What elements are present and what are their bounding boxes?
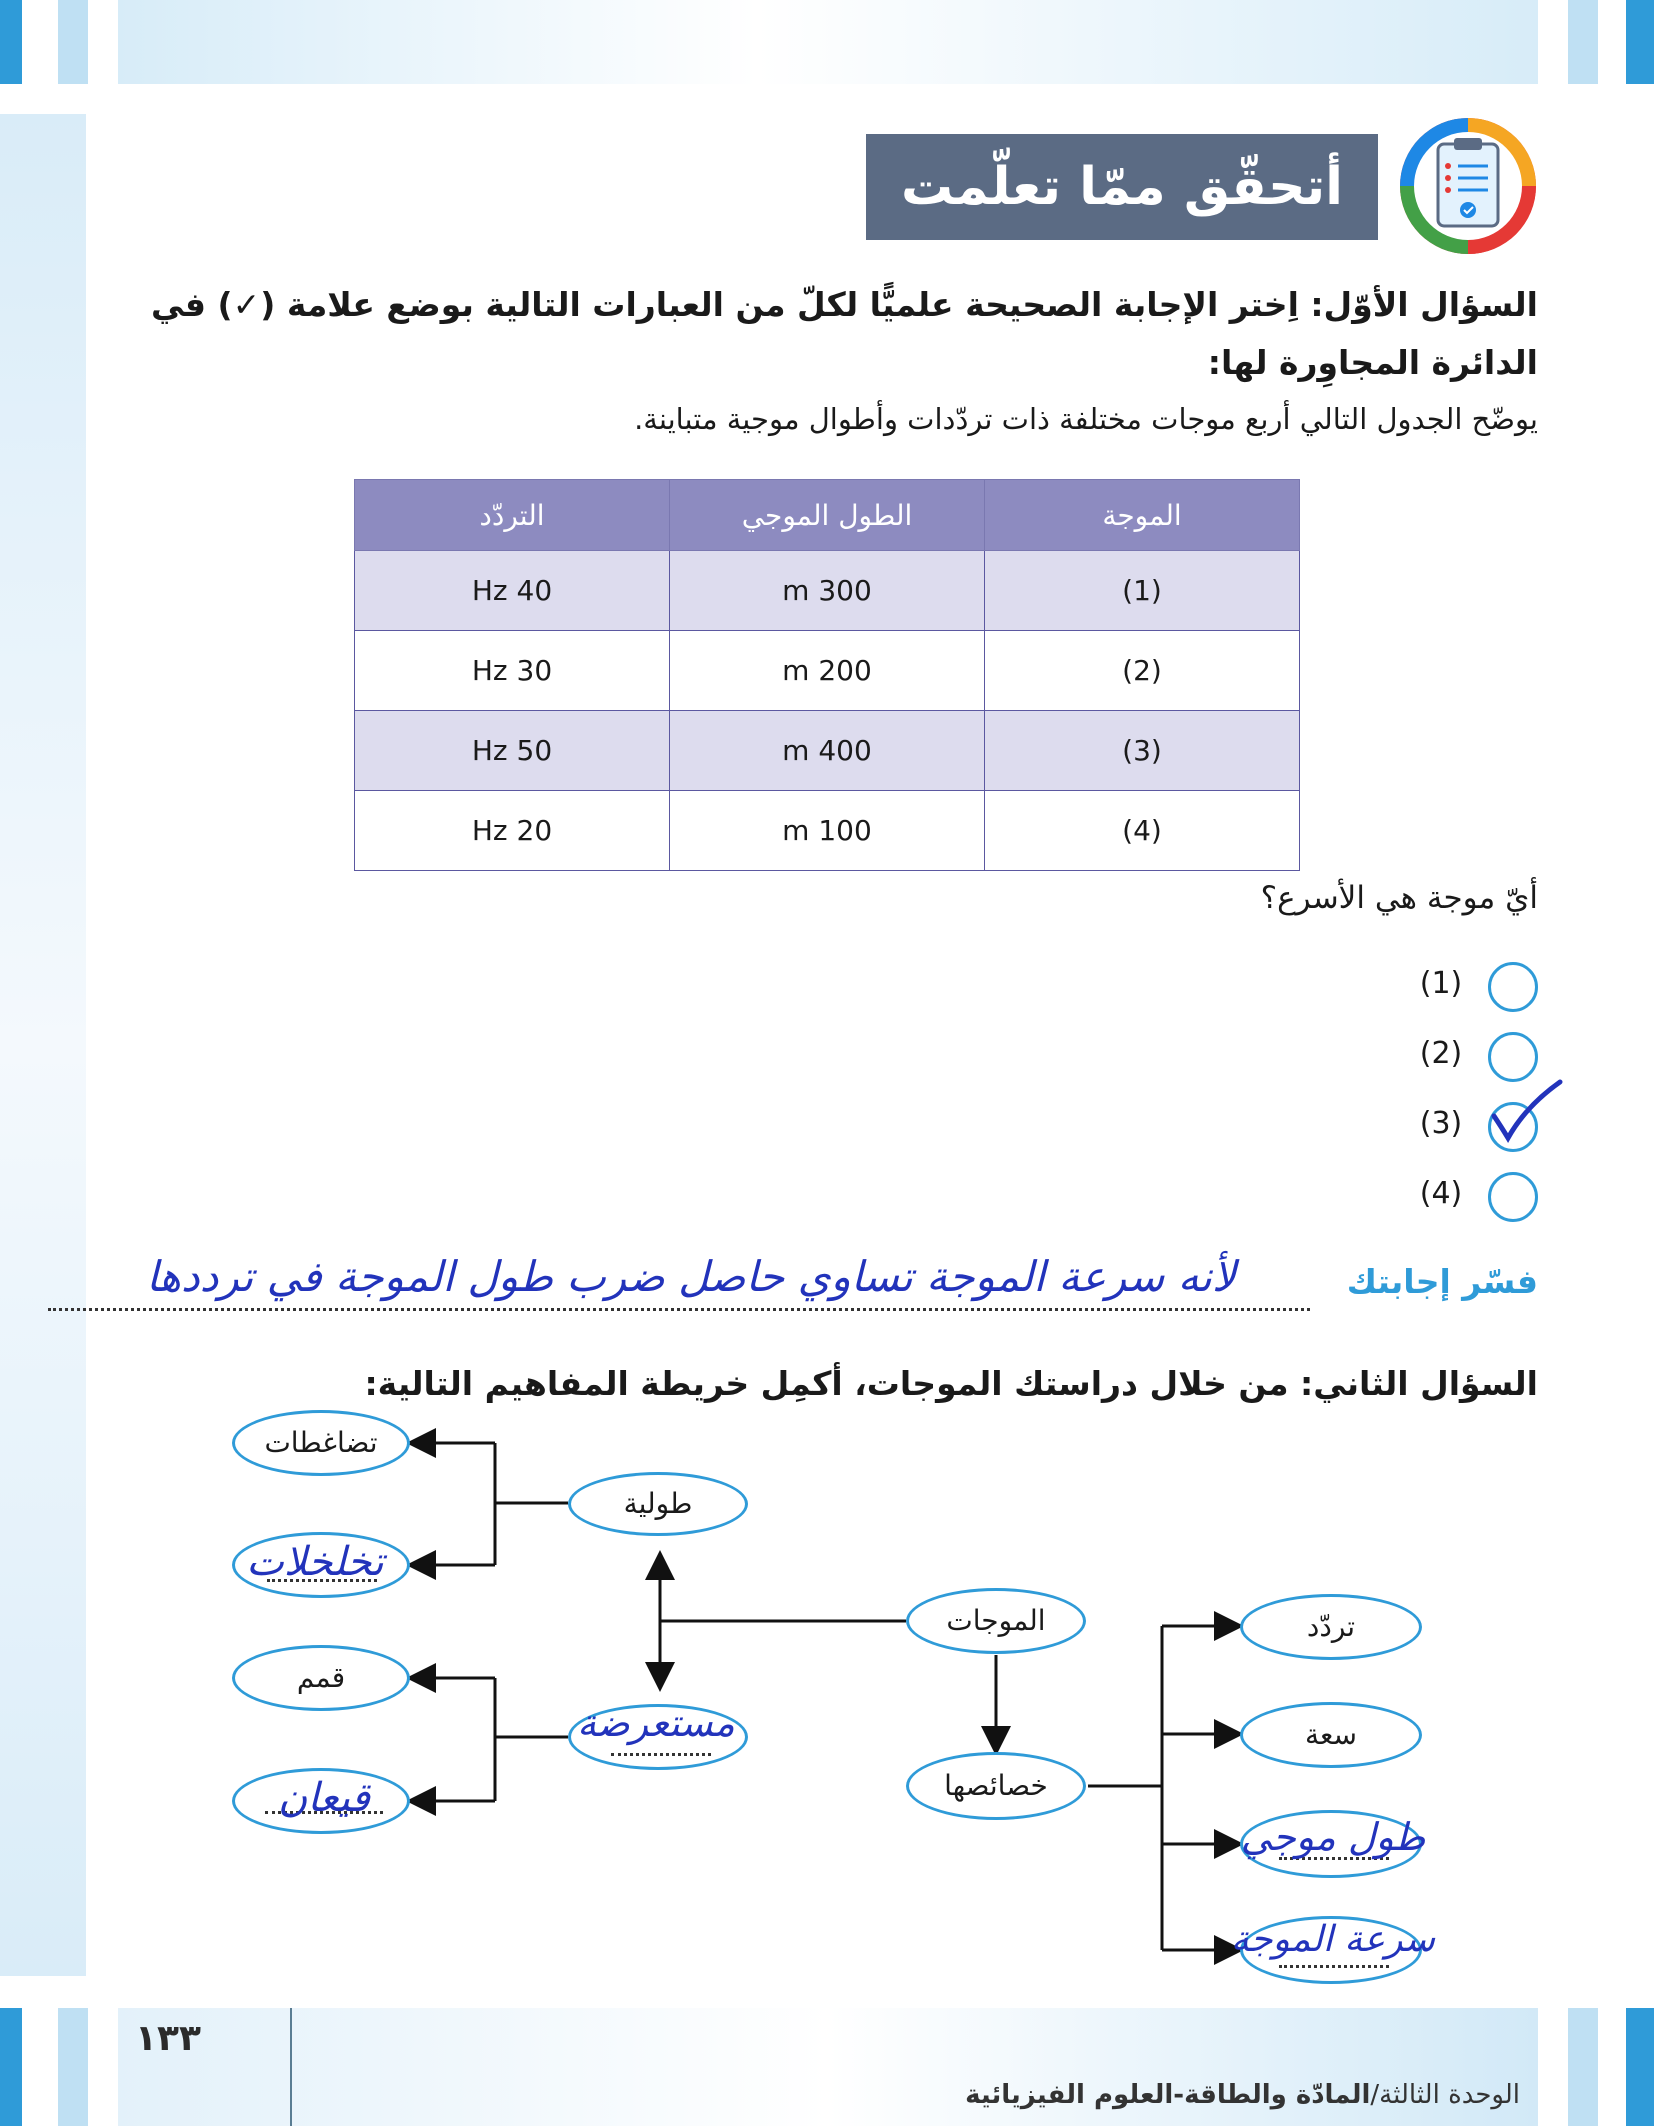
explain-label: فسّر إجابتك (1346, 1262, 1538, 1301)
transverse-answer: مستعرضة (577, 1701, 735, 1745)
rarefactions-answer: تخلخلات (246, 1539, 384, 1585)
question-1-intro: يوضّح الجدول التالي أربع موجات مختلفة ذات تردّدات وأطوال موجية متباينة. (634, 402, 1538, 436)
page-number: ١٣٣ (135, 2018, 201, 2059)
question-1-title: السؤال الأوّل: اِختر الإجابة الصحيحة علميًّا لكلّ من العبارات التالية بوضع علامة (✓) في الدائرة المجاوِرة لها: (151, 285, 1538, 382)
cell-wavelength: 100 m (670, 791, 985, 871)
node-speed-line (1279, 1965, 1389, 1968)
node-rarefactions[interactable] (232, 1532, 410, 1598)
node-waves: الموجات (906, 1588, 1086, 1654)
option-3-label: (3) (1419, 1106, 1463, 1141)
header-wavelength: الطول الموجي (670, 480, 985, 551)
header-wave: الموجة (985, 480, 1300, 551)
cell-frequency: 50 Hz (355, 711, 670, 791)
node-transverse[interactable] (568, 1701, 748, 1770)
node-wavelength[interactable] (1240, 1810, 1426, 1878)
wavelength-answer: طول موجي (1240, 1815, 1426, 1859)
footer-subject: المادّة والطاقة-العلوم الفيزيائية (965, 2080, 1371, 2110)
option-2-label: (2) (1419, 1036, 1463, 1071)
question-2-title: السؤال الثاني: من خلال دراستك الموجات، أكمِل خريطة المفاهيم التالية: (364, 1364, 1538, 1403)
node-troughs[interactable] (232, 1768, 410, 1834)
speed-answer: سرعة الموجة (1230, 1919, 1436, 1960)
question-1-prompt: أيّ موجة هي الأسرع؟ (1260, 880, 1538, 916)
node-longitudinal: طولية (568, 1472, 748, 1536)
footer-divider (290, 2008, 292, 2126)
cell-frequency: 40 Hz (355, 551, 670, 631)
node-compressions: تضاغطات (232, 1410, 410, 1476)
page-title: أتحقّق ممّا تعلّمت (866, 134, 1378, 240)
option-1-label: (1) (1419, 966, 1463, 1001)
node-properties: خصائصها (906, 1752, 1086, 1820)
cell-wavelength: 300 m (670, 551, 985, 631)
bottom-bar-right (1626, 2008, 1654, 2126)
cell-wave: (3) (985, 711, 1300, 791)
option-4-label: (4) (1419, 1176, 1463, 1211)
node-frequency: تردّد (1240, 1594, 1422, 1660)
node-amplitude: سعة (1240, 1702, 1422, 1768)
cell-wave: (4) (985, 791, 1300, 871)
explain-answer[interactable]: لأنه سرعة الموجة تساوي حاصل ضرب طول الموجة في ترددها (146, 1252, 1236, 1301)
cell-wave: (2) (985, 631, 1300, 711)
node-transverse-line (611, 1753, 711, 1756)
footer-unit-label: الوحدة الثالثة/ (1370, 2080, 1520, 2110)
bottom-bar-left-light (58, 2008, 88, 2126)
cell-wavelength: 400 m (670, 711, 985, 791)
troughs-answer: قيعان (277, 1775, 371, 1821)
node-crests: قمم (232, 1645, 410, 1711)
cell-wavelength: 200 m (670, 631, 985, 711)
node-speed[interactable] (1230, 1916, 1436, 1984)
footer-unit (920, 2080, 1520, 2110)
cell-frequency: 30 Hz (355, 631, 670, 711)
cell-frequency: 20 Hz (355, 791, 670, 871)
bottom-bar-right-light (1568, 2008, 1598, 2126)
header-frequency: التردّد (355, 480, 670, 551)
cell-wave: (1) (985, 551, 1300, 631)
bottom-bar-left (0, 2008, 22, 2126)
